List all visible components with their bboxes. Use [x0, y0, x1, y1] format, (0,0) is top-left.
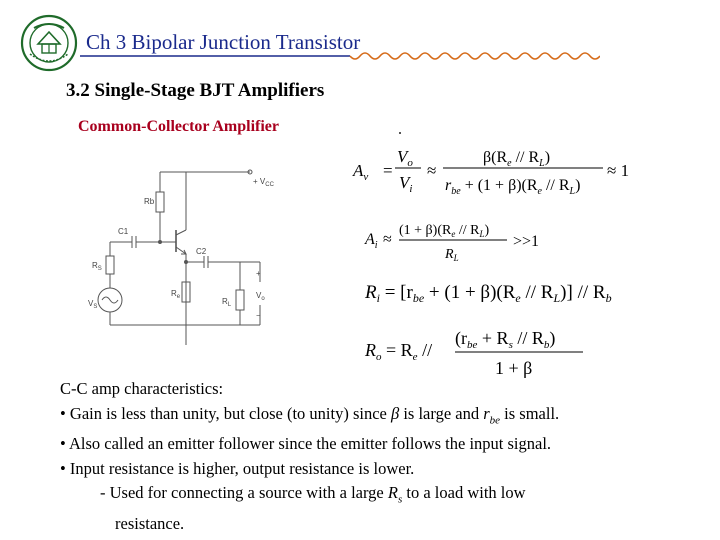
notes-bullet-resistance: • Input resistance is higher, output resistance is lower.: [60, 458, 415, 478]
svg-text:rbe + (1 + β)(Re // RL): $r_{be} + (1 + \beta)(R_e // R_L)$: [445, 177, 581, 197]
notes-sub-usage-cont: resistance.: [115, 514, 185, 534]
rs-label: $R_S$: [92, 261, 102, 272]
voltage-gain-equation: [352, 147, 629, 197]
common-collector-schematic: [80, 160, 295, 350]
svg-text:Ri = [rbe + (1 + β)(Re // RL)]: $R_i = [r_{be} + (1 + \beta)(R_e // R_L)] // R_b$: [365, 282, 612, 305]
svg-text:Vo: $V_o$: [397, 147, 413, 169]
circuit-label: Common-Collector Amplifier: [78, 118, 279, 135]
current-gain-equation: [364, 223, 539, 263]
input-resistance-equation: [364, 282, 612, 305]
svg-text:β(Re // RL): $\beta(R_e // R_L)$: [483, 149, 551, 169]
notes-bullet-emitter-follower: • Also called an emitter follower since the emitter follows the input signal.: [60, 434, 552, 454]
vo-label: $V_o$: [256, 291, 265, 302]
output-resistance-equation: [364, 328, 583, 378]
re-label: $R_e$: [171, 289, 181, 300]
c2-label: C2: [196, 247, 207, 256]
section-title: 3.2 Single-Stage BJT Amplifiers: [66, 80, 325, 101]
rb-resistor: [156, 192, 164, 212]
svg-text:Ro = Re //: $R_o = R_e$ //: [365, 340, 433, 363]
vs-sine-symbol: [102, 297, 118, 303]
header-title: Ch 3 Bipolar Junction Transistor: [86, 30, 361, 54]
svg-text:=: =: [383, 161, 393, 180]
rl-label: $R_L$: [222, 297, 232, 308]
rl-resistor: [236, 290, 244, 310]
c1-label: C1: [118, 227, 129, 236]
equations-panel: [345, 140, 655, 380]
svg-text:≈ 1: ≈ 1: [607, 161, 630, 180]
svg-text:(rbe + Rs // Rb): $(r_{be} + R_s // R_b)$: [455, 328, 556, 351]
vo-plus: +: [256, 269, 261, 278]
svg-text:Ai: $A_i$: [365, 231, 378, 251]
rb-label: Rb: [144, 197, 155, 206]
vcc-label: + $V_{CC}$: [253, 177, 274, 188]
svg-text:(1 + β)(Re // RL): $(1 + \beta)(R_e // R_L)$: [399, 223, 490, 239]
notes-heading: C-C amp characteristics:: [60, 379, 224, 398]
svg-text:Av: $A_v$: [353, 161, 369, 183]
notes-sub-usage: - Used for connecting a source with a large $R_s$ to a load with low: [100, 483, 526, 506]
svg-text:RL: $R_L$: [445, 247, 459, 263]
header-decorative-rule: [80, 52, 600, 66]
vs-label: $V_S$: [88, 299, 98, 310]
svg-text:≈: ≈: [427, 161, 437, 180]
rs-resistor: [106, 256, 114, 274]
vo-minus: −: [256, 311, 261, 320]
characteristics-notes: [60, 377, 715, 537]
notes-bullet-gain: • Gain is less than unity, but close (to unity) since β is large and $r_{be}$ is small.: [60, 403, 560, 426]
svg-text:1 + β: 1 + β: [495, 358, 533, 378]
svg-text:>>1: >>1: [513, 233, 540, 250]
stray-dot: [399, 132, 401, 134]
svg-text:≈: ≈: [383, 231, 392, 248]
svg-text:Vi: $V_i$: [399, 173, 413, 195]
university-seal-logo: [20, 14, 78, 72]
